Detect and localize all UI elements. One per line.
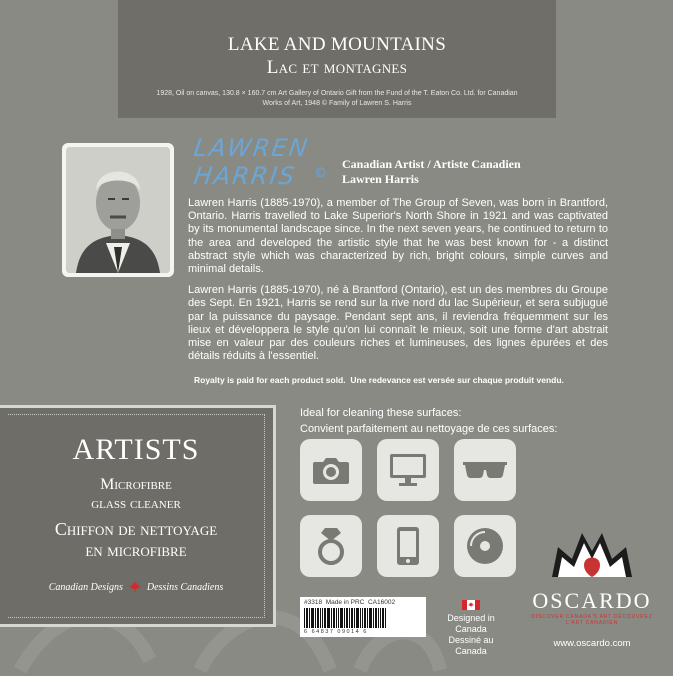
product-name-fr: [8, 519, 264, 561]
royalty-fr: Une redevance est versée sur chaque produit vendu.: [350, 375, 564, 385]
phone-icon: [396, 526, 420, 566]
barcode-label: [300, 597, 426, 637]
product-name-en: [8, 475, 264, 513]
designs-fr: Dessins Canadiens: [146, 581, 224, 593]
ring-tile: [300, 515, 362, 577]
barcode-number: 6 64837 09014 6: [304, 629, 368, 635]
collection-title: ARTISTS: [72, 433, 200, 466]
brand-name: OSCARDO: [532, 588, 652, 613]
camera-tile: [300, 439, 362, 501]
product-name-en-line-2: glass cleaner: [91, 495, 181, 512]
caption-line-1: 1928, Oil on canvas, 130.8 × 160.7 cm Art Gallery of Ontario Gift from the Fund of the T. Eaton Co. Ltd. for Canadian: [156, 90, 518, 97]
sunglasses-icon: [462, 459, 508, 481]
surfaces-heading: [300, 405, 557, 437]
product-name-fr-line-2: en microfibre: [85, 540, 187, 560]
product-name-en-line-1: Microfibre: [100, 476, 172, 493]
designed-fr: Dessiné au Canada: [448, 635, 494, 656]
artist-role: Canadian Artist / Artiste Canadien: [342, 157, 521, 171]
signature-first-name: LAWREN: [192, 134, 311, 162]
designed-in-canada: [432, 600, 510, 657]
artwork-title-fr: Lac et montagnes: [266, 57, 408, 78]
camera-icon: [311, 454, 351, 486]
artist-name: Lawren Harris: [342, 172, 419, 186]
bio-english: Lawren Harris (1885-1970), a member of The Group of Seven, was born in Brantford, Ontario. Harris travelled to Lake Superior's North Shore in 1921 and was captivated by its monumental landscape since. In the next seven years, he continued to return to the area and developed the artistic style that he was best known for - a distinct abstract style which was characterized by rich, bright colours, simple curves and minimal details.: [188, 197, 608, 276]
artist-identity: [342, 157, 521, 187]
signature-last-name: HARRIS: [192, 162, 299, 190]
monitor-icon: [388, 452, 428, 488]
portrait-figure: [66, 147, 170, 273]
bio-french: Lawren Harris (1885-1970), né à Brantford (Ontario), est un des membres du Groupe des Sept. En 1921, Harris se rend sur la rive nord du lac Supérieur, et sera subjugué par la puissance du paysage. Pendant sept ans, il reviendra fréquemment sur les lieux et développera le style qu'on lui connaît le mieux, soit une forme d'art abstrait mise en valeur par des couleurs riches et lumineuses, des lignes épurées et des détails réduits à l'essentiel.: [188, 284, 608, 363]
title-panel: [118, 0, 556, 118]
surfaces-heading-en: Ideal for cleaning these surfaces:: [300, 407, 462, 419]
royalty-en: Royalty is paid for each product sold.: [194, 375, 346, 385]
ring-icon: [314, 526, 348, 566]
oscardo-logo: [530, 525, 654, 649]
caption-line-2: Works of Art, 1948 © Family of Lawren S. Harris: [262, 100, 412, 107]
phone-tile: [377, 515, 439, 577]
artist-portrait: [62, 143, 174, 277]
monitor-tile: [377, 439, 439, 501]
sunglasses-tile: [454, 439, 516, 501]
barcode-bars: [304, 608, 422, 628]
designs-en: Canadian Designs: [48, 581, 123, 593]
disc-tile: [454, 515, 516, 577]
artwork-caption: [118, 89, 556, 109]
product-code: CA16002: [367, 599, 396, 606]
made-in: Made in PRC: [325, 599, 365, 606]
product-name-fr-line-1: Chiffon de nettoyage: [54, 519, 218, 539]
disc-icon: [465, 526, 505, 566]
product-label-inner: [8, 414, 265, 618]
royalty-notice: [194, 375, 564, 385]
designed-en: Designed in Canada: [447, 613, 495, 634]
crown-logo-icon: [544, 525, 640, 581]
signature-copyright: ©: [314, 166, 327, 181]
artwork-title-en: LAKE AND MOUNTAINS: [227, 34, 447, 55]
product-label-box: [0, 405, 276, 627]
maple-leaf-icon: [129, 581, 141, 593]
artist-biography: [188, 197, 608, 363]
barcode-meta: [304, 599, 422, 606]
sku: #3318: [304, 599, 323, 606]
brand-url[interactable]: www.oscardo.com: [553, 638, 631, 649]
canada-flag-icon: [462, 600, 480, 610]
artist-signature: [190, 128, 330, 194]
portrait-photo: [66, 147, 170, 273]
brand-tagline: DISCOVER CANADA'S ART DÉCOUVREZ L'ART CANADIEN: [531, 614, 653, 626]
designs-line: [8, 581, 264, 593]
surfaces-heading-fr: Convient parfaitement au nettoyage de ces surfaces:: [300, 423, 558, 435]
